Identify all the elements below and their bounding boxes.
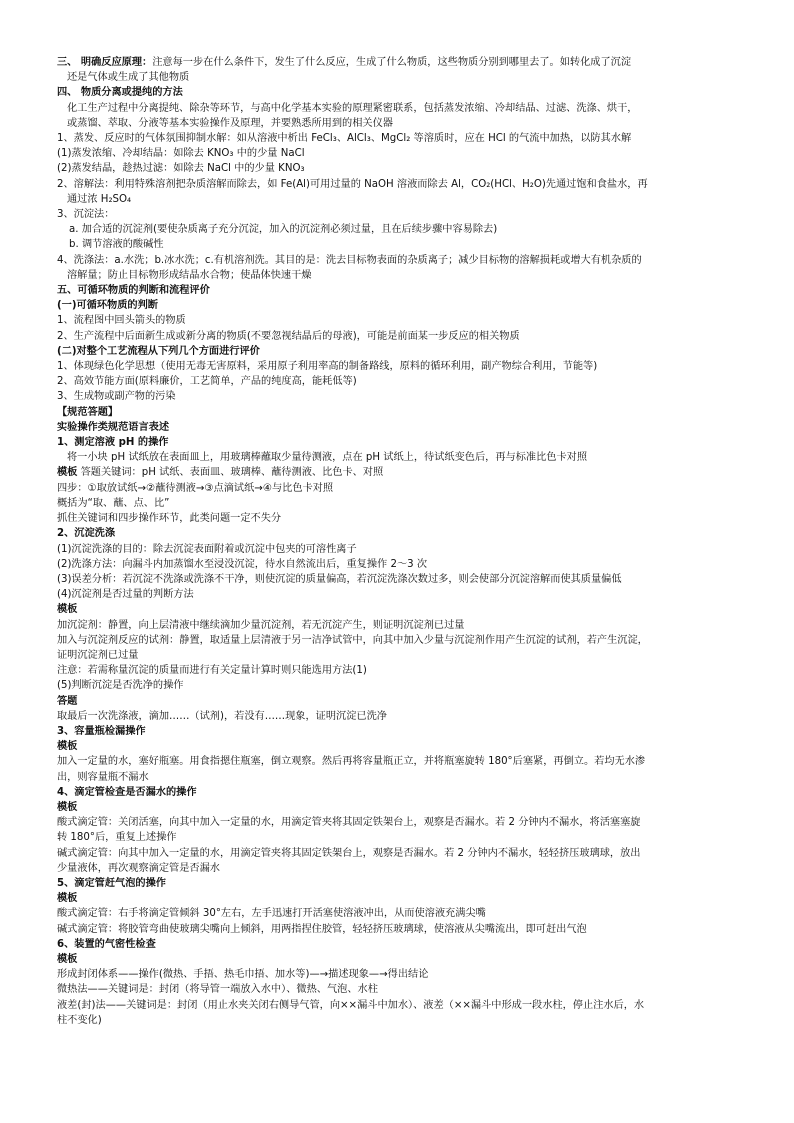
section-heading: 答题 (57, 695, 78, 707)
text-line: 证明沉淀剂已过量 (57, 649, 139, 661)
bold-label: 三、 明确反应原理： (57, 57, 153, 68)
text-line: 取最后一次洗涤液，滴加……（试剂)，若没有……现象，证明沉淀已洗净 (57, 710, 387, 722)
section-heading: 模板 (57, 741, 78, 753)
text-line: (5)判断沉淀是否洗净的操作 (57, 680, 184, 692)
text-line: 4、洗涤法：a.水洗；b.冰水洗；c.有机溶剂洗。其目的是：洗去目标物表面的杂质离子；减少目标物的溶解损耗或增大有机杂质的 (57, 254, 642, 266)
document-body (57, 55, 740, 1028)
section-heading: (二)对整个工艺流程从下列几个方面进行评价 (57, 345, 260, 357)
text-line: 少量液体，再次观察滴定管是否漏水 (57, 862, 220, 874)
section-heading: 模板 (57, 893, 78, 905)
text-line: 2、生产流程中后面新生成或新分离的物质(不要忽视结晶后的母液)，可能是前面某一步反应的相关物质 (57, 330, 520, 342)
text-line: (1)沉淀洗涤的目的：除去沉淀表面附着或沉淀中包夹的可溶性离子 (57, 543, 357, 555)
line-text: 答题关键词：pH 试纸、表面皿、玻璃棒、蘸待测液、比色卡、对照 (77, 467, 384, 479)
text-line: 还是气体或生成了其他物质 (67, 72, 190, 84)
text-line (57, 465, 740, 480)
text-line: 碱式滴定管：将胶管弯曲使玻璃尖嘴向上倾斜，用两指捏住胶管，轻轻挤压玻璃球，使溶液从尖嘴流出，即可赶出气泡 (57, 923, 587, 935)
text-line: 液差(封)法——关键词是：封闭（用止水夹关闭右侧导气管，向××漏斗中加水）、液差（××漏斗中形成一段水柱，停止注水后，水 (57, 999, 645, 1011)
text-line: (2)洗涤方法：向漏斗内加蒸馏水至浸没沉淀，待水自然流出后，重复操作 2～3 次 (57, 558, 428, 570)
text-line: 概括为“取、蘸、点、比” (57, 497, 170, 509)
text-line: b. 调节溶液的酸碱性 (69, 239, 164, 251)
text-line: 注意：若需称量沉淀的质量而进行有关定量计算时则只能选用方法(1) (57, 665, 367, 677)
section-heading: 3、容量瓶检漏操作 (57, 725, 146, 737)
text-line: (4)沉淀剂是否过量的判断方法 (57, 589, 194, 601)
section-heading: 5、滴定管赶气泡的操作 (57, 877, 166, 889)
section-heading: 6、装置的气密性检查 (57, 938, 156, 950)
text-line: 抓住关键词和四步操作环节，此类问题一定不失分 (57, 513, 282, 525)
text-line: (1)蒸发浓缩、冷却结晶：如除去 KNO₃ 中的少量 NaCl (57, 148, 305, 160)
text-line: 微热法——关键词是：封闭（将导管一端放入水中）、微热、气泡、水柱 (57, 984, 378, 996)
text-line (57, 55, 740, 70)
text-line: 酸式滴定管：关闭活塞，向其中加入一定量的水，用滴定管夹将其固定铁架台上，观察是否漏水。若 2 分钟内不漏水，将活塞塞旋 (57, 817, 641, 829)
text-line: 柱不变化) (57, 1014, 102, 1026)
section-heading: 模板 (57, 953, 78, 965)
text-line: 通过浓 H₂SO₄ (67, 193, 132, 205)
section-heading: 模板 (57, 604, 78, 616)
text-line: (3)误差分析：若沉淀不洗涤或洗涤不干净，则使沉淀的质量偏高，若沉淀洗涤次数过多，则会使部分沉淀溶解而使其质量偏低 (57, 573, 622, 585)
text-line: 3、沉淀法： (57, 209, 115, 221)
section-heading: 模板 (57, 801, 78, 813)
text-line: a. 加合适的沉淀剂(要使杂质离子充分沉淀，加入的沉淀剂必须过量，且在后续步骤中容易除去) (69, 224, 498, 236)
text-line: 转 180°后，重复上述操作 (57, 832, 177, 844)
text-line: 加入与沉淀剂反应的试剂：静置，取适量上层清液于另一洁净试管中，向其中加入少量与沉淀剂作用产生沉淀的试剂，若产生沉淀， (57, 634, 648, 646)
text-line: 将一小块 pH 试纸放在表面皿上，用玻璃棒蘸取少量待测液，点在 pH 试纸上，待试纸变色后，再与标准比色卡对照 (67, 452, 588, 464)
text-line: 酸式滴定管：右手将滴定管倾斜 30°左右，左手迅速打开活塞使溶液冲出，从而使溶液充满尖嘴 (57, 908, 486, 920)
section-heading: 四、 物质分离或提纯的方法 (57, 87, 183, 99)
bold-label: 模板 (57, 467, 78, 479)
text-line: 或蒸馏、萃取、分液等基本实验操作及原理，并要熟悉所用到的相关仪器 (67, 117, 393, 129)
section-heading: 【规范答题】 (57, 406, 119, 418)
text-line: 2、溶解法：利用特殊溶剂把杂质溶解而除去，如 Fe(Al)可用过量的 NaOH 溶液而除去 Al，CO₂(HCl、H₂O)先通过饱和食盐水，再 (57, 178, 648, 190)
text-line: 加沉淀剂：静置，向上层清液中继续滴加少量沉淀剂，若无沉淀产生，则证明沉淀剂已过量 (57, 619, 465, 631)
text-line: 碱式滴定管：向其中加入一定量的水，用滴定管夹将其固定铁架台上，观察是否漏水。若 2 分钟内不漏水，轻轻挤压玻璃球，放出 (57, 847, 641, 859)
text-line: 1、体现绿色化学思想（使用无毒无害原料，采用原子利用率高的制备路线，原料的循环利用，副产物综合利用，节能等) (57, 361, 598, 373)
text-line: (2)蒸发结晶，趁热过滤：如除去 NaCl 中的少量 KNO₃ (57, 163, 305, 175)
text-line: 形成封闭体系——操作(微热、手捂、热毛巾捂、加水等)—→描述现象—→得出结论 (57, 969, 429, 981)
section-heading: (一)可循环物质的判断 (57, 300, 158, 312)
text-line: 2、高效节能方面(原料廉价，工艺简单，产品的纯度高，能耗低等) (57, 376, 357, 388)
section-heading: 2、沉淀洗涤 (57, 528, 116, 540)
text-line: 四步：①取放试纸→②蘸待测液→③点滴试纸→④与比色卡对照 (57, 482, 334, 494)
text-line: 加入一定量的水，塞好瓶塞。用食指摁住瓶塞，倒立观察。然后再将容量瓶正立，并将瓶塞旋转 180°后塞紧，再倒立。若均无水渗 (57, 756, 646, 768)
text-line: 化工生产过程中分离提纯、除杂等环节，与高中化学基本实验的原理紧密联系，包括蒸发浓缩、冷却结晶、过滤、洗涤、烘干， (67, 102, 638, 114)
section-heading: 五、可循环物质的判断和流程评价 (57, 285, 210, 297)
section-heading: 4、滴定管检查是否漏水的操作 (57, 786, 197, 798)
text-line: 溶解量；防止目标物形成结晶水合物；使晶体快速干燥 (67, 269, 312, 281)
text-line: 1、流程图中回头箭头的物质 (57, 315, 186, 327)
text-line: 出，则容量瓶不漏水 (57, 771, 149, 783)
line-text: 注意每一步在什么条件下，发生了什么反应，生成了什么物质，这些物质分别到哪里去了。如转化成了沉淀 (152, 57, 632, 68)
text-line: 3、生成物或副产物的污染 (57, 391, 176, 403)
text-line: 1、蒸发、反应时的气体氛围抑制水解：如从溶液中析出 FeCl₃、AlCl₃、MgCl₂ 等溶质时，应在 HCl 的气流中加热，以防其水解 (57, 133, 632, 145)
section-heading: 实验操作类规范语言表述 (57, 421, 170, 433)
section-heading: 1、测定溶液 pH 的操作 (57, 437, 169, 449)
